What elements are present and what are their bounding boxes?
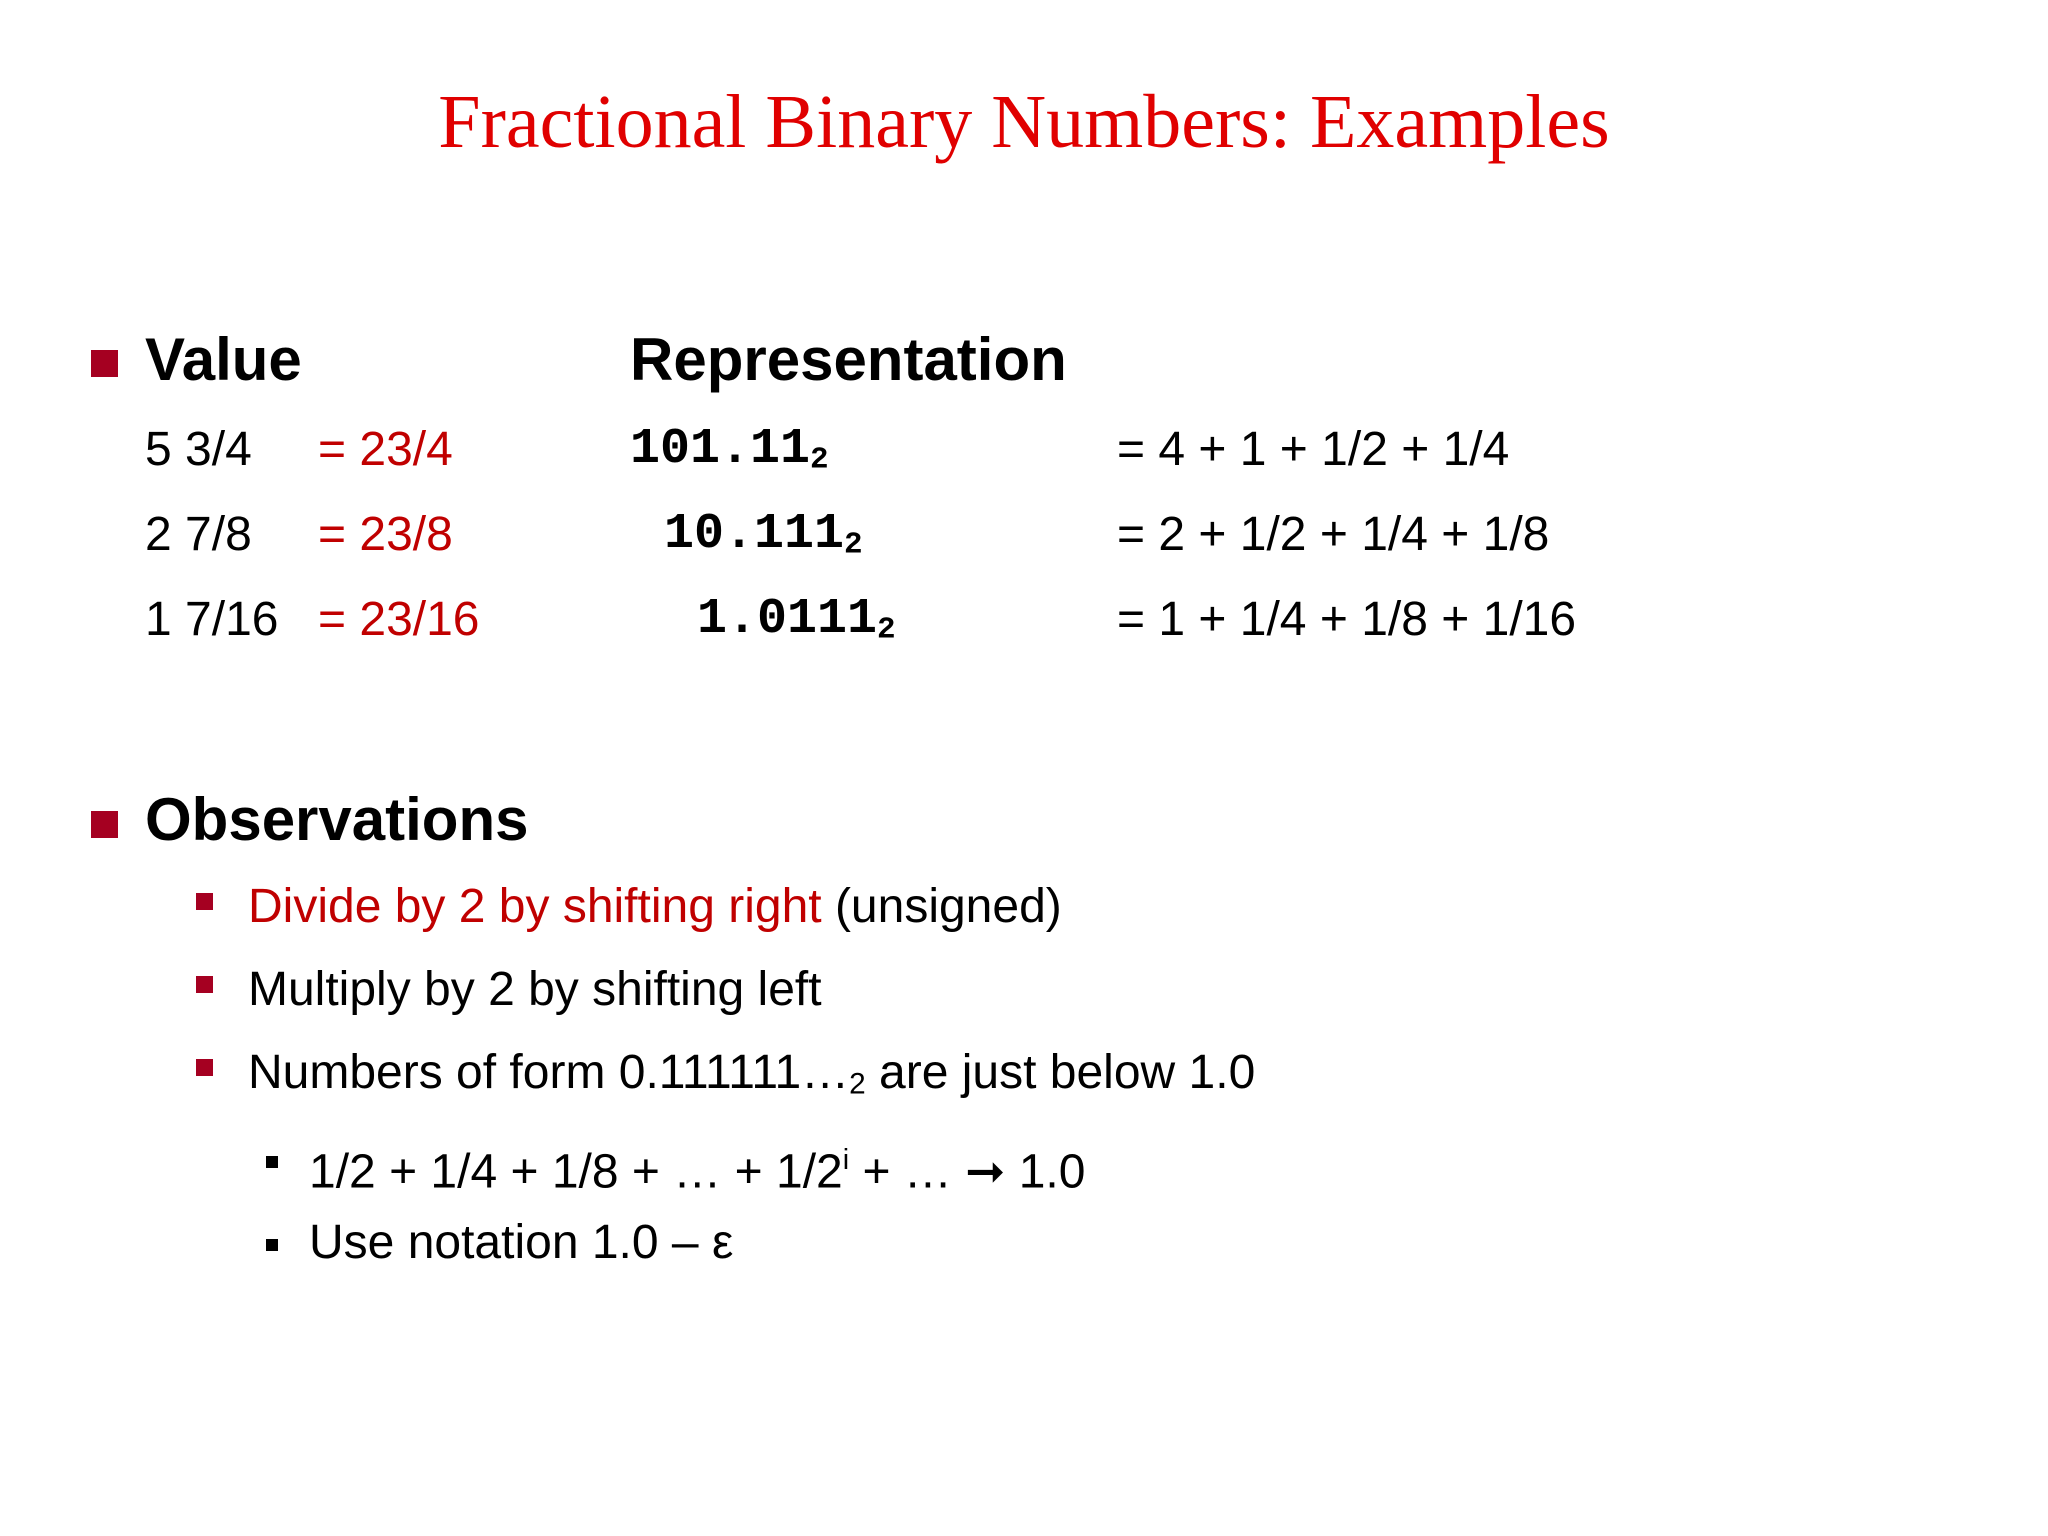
bullet-square-icon [91,350,118,377]
row-2-expansion: = 2 + 1/2 + 1/4 + 1/8 [1117,508,1550,561]
row-2-value: 2 7/8 [145,508,252,561]
row-3-value: 1 7/16 [145,593,279,646]
row-3-binary: 1.01112 [697,591,896,648]
row-3-fraction: = 23/16 [318,593,480,646]
bullet-square-icon [196,976,213,993]
bullet-square-icon [196,893,213,910]
row-2-binary: 10.1112 [664,506,863,563]
observation-item-2: Multiply by 2 by shifting left [248,963,822,1016]
row-1-value: 5 3/4 [145,423,252,476]
observation-subitem-1: 1/2 + 1/4 + 1/8 + … + $1/2^i$ + … ➞ 1.0 [309,1144,1086,1199]
observation-item-1: Divide by 2 by shifting right (unsigned) [248,880,1062,933]
observations-header: Observations [145,786,529,853]
bullet-square-icon [91,811,118,838]
row-1-expansion: = 4 + 1 + 1/2 + 1/4 [1117,423,1510,476]
row-2-fraction: = 23/8 [318,508,453,561]
bullet-small-square-icon [266,1239,278,1251]
row-3-expansion: = 1 + 1/4 + 1/8 + 1/16 [1117,593,1577,646]
row-1-binary: 101.112 [630,421,829,478]
representation-header: Representation [630,326,1067,393]
value-header: Value [145,326,302,393]
observation-subitem-2: Use notation 1.0 – ε [309,1216,734,1269]
bullet-square-icon [196,1059,213,1076]
bullet-small-square-icon [266,1156,278,1168]
row-1-fraction: = 23/4 [318,423,453,476]
slide-title: Fractional Binary Numbers: Examples [438,80,1610,164]
observation-item-3: Numbers of form 0.111111…2 are just below 1.0 [248,1046,1256,1101]
